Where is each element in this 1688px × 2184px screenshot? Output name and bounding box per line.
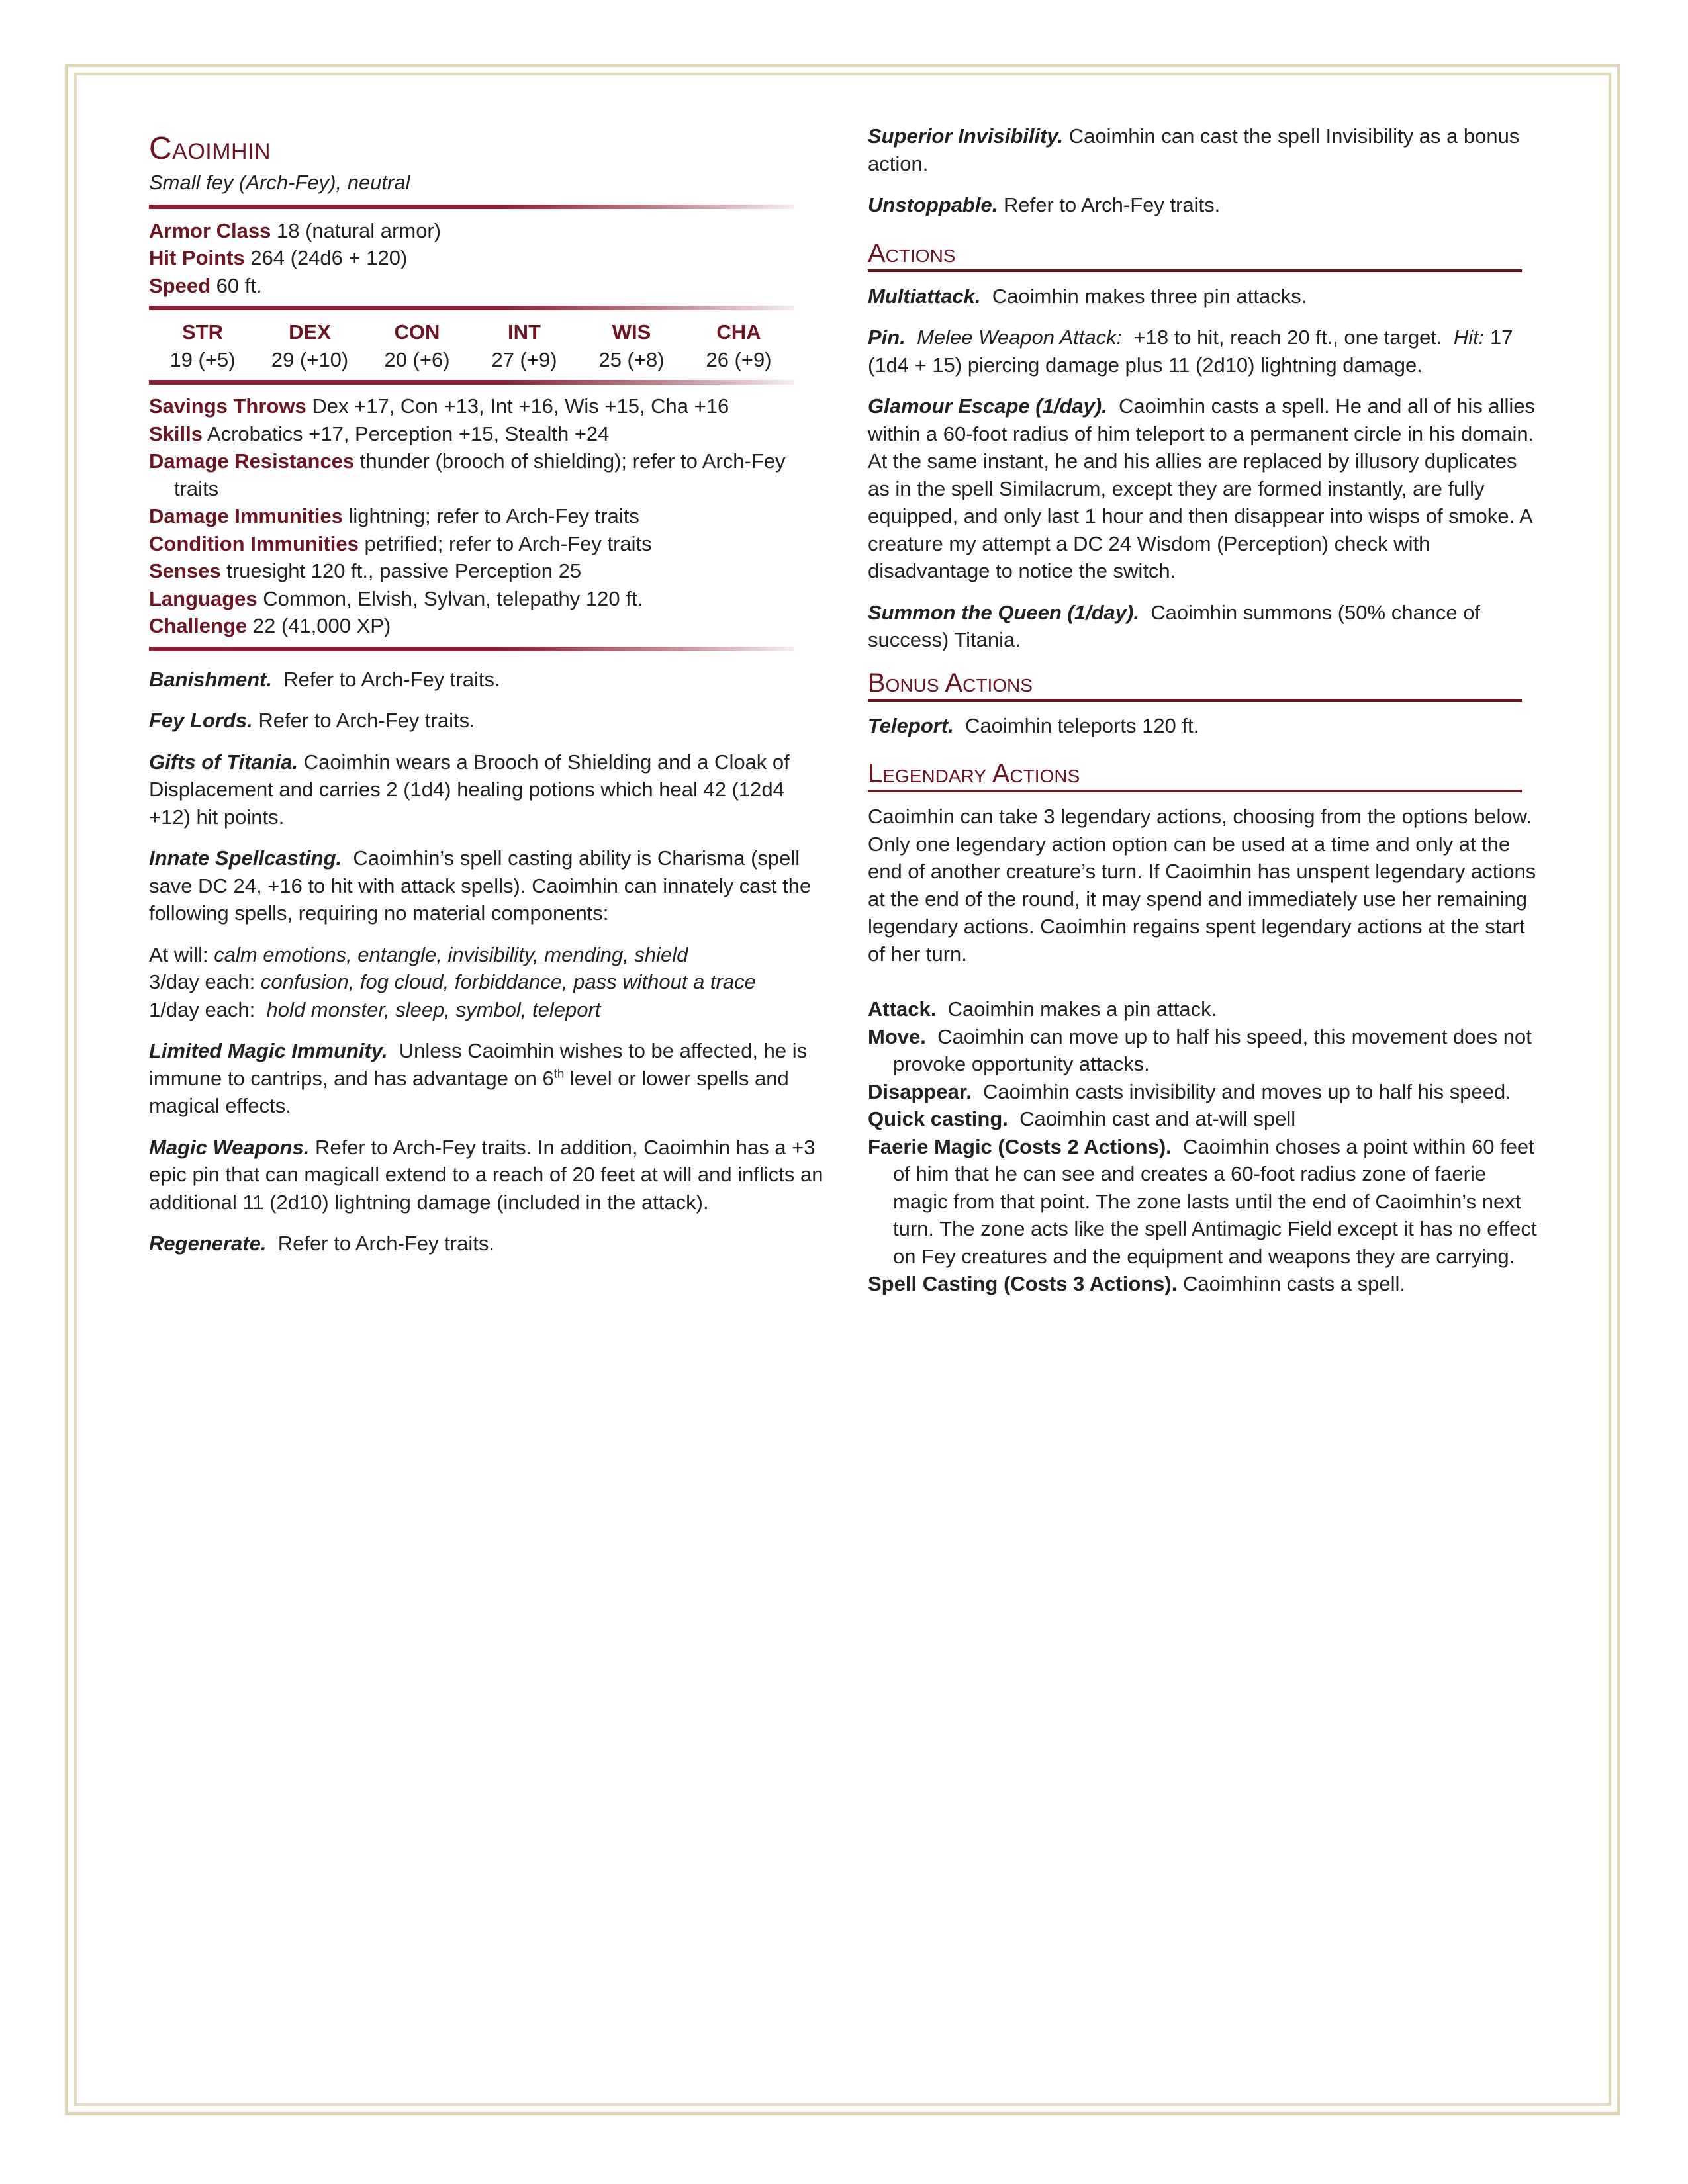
trait-text: Caoimhin’s spell casting ability is Charisma (spell save DC 24, +16 to hit with attack spells). Caoimhin can innately cast the following spells, requiring no material components:	[149, 846, 812, 925]
prop-value: thunder (brooch of shielding); refer to Arch-Fey traits	[174, 449, 786, 500]
ability-dex	[256, 318, 363, 373]
speed	[149, 272, 827, 300]
prop-label: Speed	[149, 273, 211, 297]
armor-class	[149, 217, 827, 245]
action-text: +18 to hit, reach 20 ft., one target.	[1133, 326, 1442, 349]
prop-label: Armor Class	[149, 218, 271, 242]
legendary-option-text: Caoimhin can move up to half his speed, this movement does not provoke opportunity attacks.	[893, 1024, 1532, 1075]
action-text: Caoimhin teleports 120 ft.	[965, 713, 1199, 737]
ability-str	[149, 318, 256, 373]
ability-name: CHA	[716, 320, 761, 343]
action-summon-queen	[868, 599, 1543, 654]
spell-names: confusion, fog cloud, forbiddance, pass without a trace	[260, 970, 756, 993]
legendary-option-text: Caoimhin choses a point within 60 feet of him that he can see and creates a 60-foot radius zone of faerie magic from that point. The zone lasts until the end of Caoimhin’s next turn. The zone acts like the spell Antimagic Field except it has no effect on Fey creatures and the equipment and weapons they are carrying.	[893, 1134, 1537, 1268]
hit-points	[149, 244, 827, 272]
stat-block-right-column	[868, 122, 1543, 1298]
trait-name: Gifts of Titania.	[149, 750, 299, 774]
legendary-option-text: Caoimhin makes a pin attack.	[947, 997, 1217, 1021]
prop-value: 18 (natural armor)	[276, 218, 442, 242]
action-name: Pin.	[868, 326, 906, 349]
spell-names: calm emotions, entangle, invisibility, mending, shield	[214, 942, 688, 966]
action-text: Caoimhin casts a spell. He and all of his allies within a 60-foot radius of him teleport to a permanent circle in his domain. At the same instant, he and his allies are replaced by illusory duplicates as in the spell Similacrum, except they are formed instantly, are fully equipped, and only last 1 hour and then disappear into wisps of smoke. A creature my attempt a DC 24 Wisdom (Perception) check with disadvantage to notice the switch.	[868, 394, 1535, 582]
prop-value: Acrobatics +17, Perception +15, Stealth +24	[207, 422, 610, 445]
action-text: 17 (1d4 + 15) piercing damage plus 11 (2d10) lightning damage.	[868, 326, 1513, 377]
action-name: Summon the Queen (1/day).	[868, 600, 1139, 624]
prop-value: truesight 120 ft., passive Perception 25	[226, 559, 582, 582]
trait-text: Refer to Arch-Fey traits.	[1003, 193, 1221, 216]
trait-name: Banishment.	[149, 667, 273, 691]
ability-cha	[685, 318, 792, 373]
action-multiattack	[868, 283, 1543, 310]
prop-label: Skills	[149, 422, 203, 445]
divider	[149, 306, 794, 310]
action-name: Glamour Escape (1/day).	[868, 394, 1107, 418]
legendary-option	[868, 1270, 1543, 1298]
prop-value: Common, Elvish, Sylvan, telepathy 120 ft.	[263, 586, 643, 610]
damage-resistances	[149, 447, 827, 502]
spell-line	[149, 996, 827, 1024]
action-pin	[868, 324, 1543, 379]
trait-banishment	[149, 666, 827, 694]
spell-line	[149, 968, 827, 996]
ability-name: WIS	[612, 320, 651, 343]
properties	[149, 392, 827, 640]
prop-value: 60 ft.	[216, 273, 262, 297]
legendary-option-name: Attack.	[868, 997, 937, 1021]
skills	[149, 420, 827, 448]
divider	[149, 647, 794, 651]
trait-superior-invisibility	[868, 122, 1543, 177]
ability-con	[363, 318, 471, 373]
legendary-option-text: Caoimhin cast and at-will spell	[1019, 1107, 1296, 1130]
trait-name: Magic Weapons.	[149, 1135, 310, 1159]
trait-name: Limited Magic Immunity.	[149, 1039, 388, 1062]
legendary-intro: Caoimhin can take 3 legendary actions, choosing from the options below. Only one legendary action option can be used at a time and only at the end of another creature’s turn. If Caoimhin has unspent legendary actions at the end of the round, it may spend and immediately use her remaining legendary actions. Caoimhin regains spent legendary actions at the start of her turn.	[868, 805, 1536, 966]
prop-label: Hit Points	[149, 246, 245, 269]
bonus-actions-heading: Bonus Actions	[868, 668, 1522, 702]
trait-text: Refer to Arch-Fey traits.	[283, 667, 500, 691]
legendary-option	[868, 995, 1543, 1023]
condition-immunities	[149, 530, 827, 558]
prop-label: Savings Throws	[149, 394, 306, 418]
trait-text: Caoimhin wears a Brooch of Shielding and a Cloak of Displacement and carries 2 (1d4) healing potions which heal 42 (12d4 +12) hit points.	[149, 750, 790, 829]
ability-name: CON	[394, 320, 440, 343]
ability-int	[471, 318, 578, 373]
legendary-option-name: Faerie Magic (Costs 2 Actions).	[868, 1134, 1172, 1158]
action-text: Caoimhin summons (50% chance of success) Titania.	[868, 600, 1481, 651]
senses	[149, 557, 827, 585]
languages	[149, 585, 827, 613]
trait-unstoppable	[868, 191, 1543, 219]
prop-label: Senses	[149, 559, 221, 582]
ability-score: 26 (+9)	[706, 347, 772, 371]
challenge	[149, 612, 827, 640]
prop-label: Condition Immunities	[149, 531, 359, 555]
trait-name: Superior Invisibility.	[868, 124, 1064, 148]
spell-list	[149, 941, 827, 1024]
prop-value: 264 (24d6 + 120)	[250, 246, 408, 269]
hit-label: Hit:	[1453, 326, 1485, 349]
basic-stats	[149, 217, 827, 300]
trait-innate-spellcasting	[149, 844, 827, 927]
trait-limited-magic-immunity	[149, 1037, 827, 1120]
legendary-option-text: Caoimhinn casts a spell.	[1183, 1272, 1405, 1295]
ability-score: 27 (+9)	[491, 347, 557, 371]
legendary-option-name: Move.	[868, 1024, 926, 1048]
trait-name: Innate Spellcasting.	[149, 846, 342, 870]
trait-magic-weapons	[149, 1134, 827, 1216]
saving-throws	[149, 392, 827, 420]
trait-name: Unstoppable.	[868, 193, 998, 216]
stat-block-left-column	[149, 122, 827, 1271]
prop-label: Challenge	[149, 614, 248, 637]
trait-regenerate	[149, 1230, 827, 1257]
trait-name: Regenerate.	[149, 1232, 267, 1255]
trait-text: Refer to Arch-Fey traits.	[277, 1232, 495, 1255]
prop-label: Languages	[149, 586, 258, 610]
prop-value: Dex +17, Con +13, Int +16, Wis +15, Cha +16	[312, 394, 729, 418]
trait-text: Unless Caoimhin wishes to be affected, he is immune to cantrips, and has advantage on 6	[149, 1039, 808, 1090]
trait-text: level or lower spells and magical effects.	[149, 1066, 789, 1117]
actions-heading: Actions	[868, 239, 1522, 272]
ability-name: DEX	[289, 320, 331, 343]
trait-text: Caoimhin can cast the spell Invisibility as a bonus action.	[868, 124, 1520, 175]
spell-frequency: At will:	[149, 942, 209, 966]
action-text: Caoimhin makes three pin attacks.	[992, 284, 1307, 308]
ability-scores	[149, 318, 794, 373]
spell-line	[149, 941, 827, 969]
legendary-option-text: Caoimhin casts invisibility and moves up to half his speed.	[983, 1079, 1511, 1103]
legendary-option-name: Quick casting.	[868, 1107, 1008, 1130]
spell-frequency: 1/day each:	[149, 997, 256, 1021]
trait-fey-lords	[149, 707, 827, 735]
trait-name: Fey Lords.	[149, 709, 253, 732]
legendary-option	[868, 1105, 1543, 1133]
prop-value: 22 (41,000 XP)	[252, 614, 391, 637]
action-name: Teleport.	[868, 713, 954, 737]
action-glamour-escape	[868, 392, 1543, 585]
ability-score: 20 (+6)	[384, 347, 450, 371]
spell-names: hold monster, sleep, symbol, teleport	[266, 997, 601, 1021]
prop-label: Damage Immunities	[149, 504, 343, 527]
ability-name: INT	[508, 320, 541, 343]
spell-frequency: 3/day each:	[149, 970, 256, 993]
trait-gifts-of-titania	[149, 749, 827, 831]
ability-score: 25 (+8)	[598, 347, 665, 371]
divider	[149, 380, 794, 385]
legendary-option	[868, 1023, 1543, 1078]
ability-name: STR	[182, 320, 223, 343]
trait-text: Refer to Arch-Fey traits.	[258, 709, 475, 732]
legendary-option-name: Disappear.	[868, 1079, 972, 1103]
ability-wis	[578, 318, 685, 373]
attack-type: Melee Weapon Attack:	[917, 326, 1123, 349]
ordinal-suffix: th	[553, 1066, 565, 1081]
bonus-action-teleport	[868, 712, 1543, 740]
legendary-options	[868, 995, 1543, 1298]
legendary-option	[868, 1078, 1543, 1106]
monster-subtitle: Small fey (Arch-Fey), neutral	[149, 171, 410, 194]
legendary-option-name: Spell Casting (Costs 3 Actions).	[868, 1272, 1178, 1295]
legendary-actions-heading: Legendary Actions	[868, 759, 1522, 792]
action-name: Multiattack.	[868, 284, 981, 308]
damage-immunities	[149, 502, 827, 530]
legendary-option	[868, 1133, 1543, 1271]
divider	[149, 205, 794, 209]
prop-label: Damage Resistances	[149, 449, 355, 473]
monster-name: Caoimhin	[149, 131, 271, 166]
trait-text: Refer to Arch-Fey traits. In addition, Caoimhin has a +3 epic pin that can magicall extend to a reach of 20 feet at will and inflicts an additional 11 (2d10) lightning damage (included in the attack).	[149, 1135, 823, 1214]
prop-value: petrified; refer to Arch-Fey traits	[364, 531, 652, 555]
ability-score: 19 (+5)	[169, 347, 236, 371]
prop-value: lightning; refer to Arch-Fey traits	[348, 504, 639, 527]
ability-score: 29 (+10)	[271, 347, 349, 371]
